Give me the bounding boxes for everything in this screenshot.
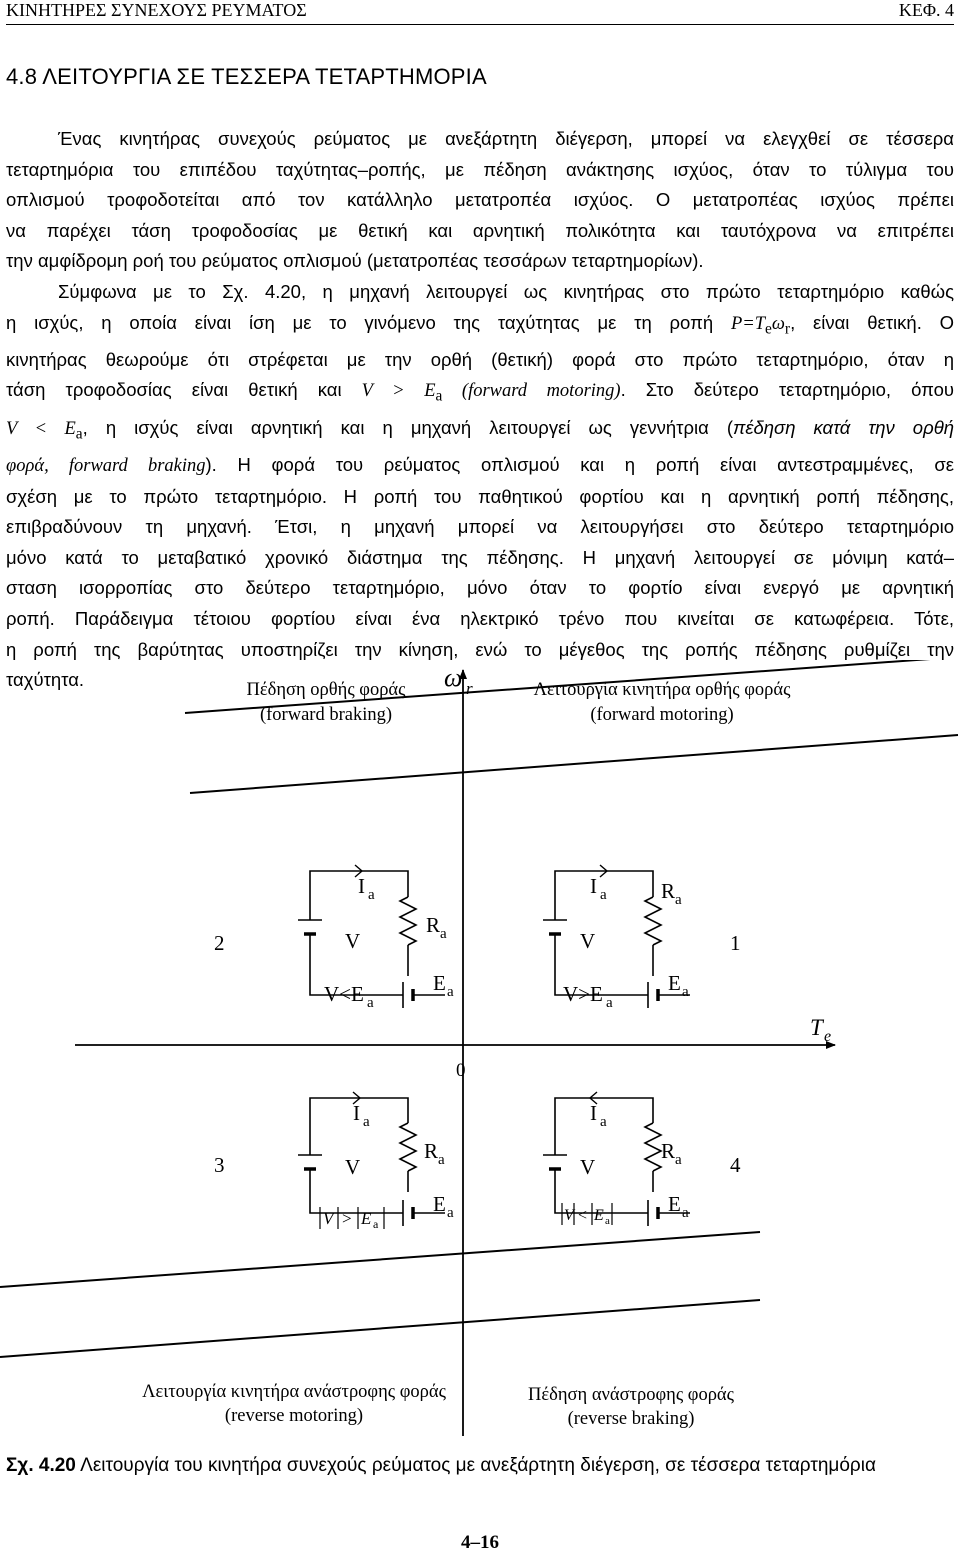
emf-label: E [668, 971, 681, 995]
paragraph-line: ροπή. Παράδειγμα τέτοιου φορτίου είναι ένα ηλεκτρικό τρένο που κινείται σε κατωφέρεια. Τότε, [6, 607, 954, 629]
subscript-e: e [765, 320, 772, 338]
condition-operator: < [578, 1207, 588, 1224]
resistance-subscript: a [440, 926, 447, 942]
quadrant-4-label-en: (reverse braking) [567, 1409, 695, 1429]
italic-term: φορά, forward braking [6, 456, 206, 476]
formula-v-gt-e: V > E [361, 381, 436, 402]
formula-omega: ω [771, 313, 785, 334]
condition-subscript: a [367, 995, 374, 1011]
resistance-label: R [426, 913, 441, 937]
quadrant-number-3: 3 [214, 1153, 225, 1177]
subscript-a: a [435, 388, 443, 406]
page-number: 4–16 [461, 1532, 499, 1553]
paragraph-line [6, 413, 954, 450]
paragraph-line: επιβραδύνουν τη μηχανή. Έτσι, η μηχανή μπορεί να λειτουργήσει στο δεύτερο τεταρτημόριο [6, 516, 954, 538]
text-run: , είναι θετική. Ο [790, 311, 954, 333]
paragraph-line: μόνο κατά το μεταβατικό χρονικό διάστημα της πέδησης. Η μηχανή λειτουργεί σε μόνιμη κατά– [6, 546, 954, 568]
text-run: ). Η φορά του ρεύματος οπλισμού και η ροπή είναι αντεστραμμένες, σε [205, 454, 954, 475]
page-header [6, 0, 954, 25]
current-subscript: a [600, 887, 607, 903]
circuit-quadrant-1-labels [563, 874, 689, 1011]
emf-subscript: a [447, 984, 454, 1000]
condition-formula [361, 381, 621, 406]
paragraph-line: η ροπή της βαρύτητας υποστηρίζει την κίνηση, ενώ το μέγεθος της ροπής πέδησης ρυθμίζει την [6, 638, 954, 660]
figure-caption [6, 1455, 956, 1477]
condition-formula [6, 418, 83, 443]
resistance-label: R [661, 879, 676, 903]
paragraph-line: Ένας κινητήρας συνεχούς ρεύματος με ανεξάρτητη διέγερση, μπορεί να ελεγχθεί σε τέσσερα [58, 128, 954, 149]
formula-v-lt-e: V < E [6, 418, 76, 439]
speed-axis-label: ω [444, 663, 463, 692]
torque-axis-subscript: e [824, 1028, 832, 1045]
resistance-label: R [424, 1139, 439, 1163]
current-subscript: a [600, 1114, 607, 1130]
resistance-subscript: a [675, 1152, 682, 1168]
voltage-label: V [345, 929, 361, 953]
paragraph-line: την αμφίδρομη ροή του ρεύματος οπλισμού (μετατροπέας τεσσάρων τεταρτημορίων). [6, 250, 704, 272]
current-subscript: a [368, 887, 375, 903]
emf-subscript: a [682, 984, 689, 1000]
english-term: (forward motoring) [442, 381, 621, 402]
voltage-label: V [580, 1155, 596, 1179]
speed-axis-subscript: r [466, 679, 473, 698]
paragraph-line: σχέση με το πρώτο τεταρτημόριο. Η ροπή του παθητικού φορτίου και η αρνητική ροπή πέδησης, [6, 485, 954, 507]
four-quadrant-diagram [0, 660, 960, 1450]
paragraph-line [6, 450, 954, 482]
current-label: I [358, 874, 365, 898]
chapter-number: ΚΕΦ. 4 [898, 0, 954, 20]
text-run: , η ισχύς είναι αρνητική και η μηχανή λειτουργεί ως γεννήτρια ( [82, 416, 733, 438]
paragraph-line: να παρέχει τάση τροφοδοσίας με θετική και αρνητική πολικότητα και ταυτόχρονα να επιτρέπει [6, 219, 954, 241]
abs-emf-label: E [594, 1207, 604, 1224]
quadrant-2-label: Πέδηση ορθής φοράς [246, 680, 406, 700]
circuit-quadrant-3-labels [323, 1101, 454, 1231]
resistance-subscript: a [675, 892, 682, 908]
condition-operator: > [342, 1209, 352, 1228]
paragraph-line: σταση ισορροπίας στο δεύτερο τεταρτημόριο, μόνο όταν το φορτίο είναι ενεργό με αρνητική [6, 577, 954, 599]
current-subscript: a [363, 1114, 370, 1130]
body-text [6, 124, 954, 696]
paragraph-line: οπλισμού τροφοδοτείται από τον κατάλληλο μετατροπέα ισχύος. Ο μετατροπέας ισχύος πρέπει [6, 189, 954, 211]
circuit-quadrant-2-labels [324, 874, 454, 1011]
characteristic-line [190, 735, 958, 793]
quadrant-4-label: Πέδηση ανάστροφης φοράς [528, 1385, 734, 1405]
power-formula [730, 313, 791, 338]
caption-prefix: Σχ. 4.20 [6, 1455, 76, 1476]
text-run: η ισχύς, η οποία είναι ίση με το γινόμενο της ταχύτητας με τη ροπή [6, 311, 731, 333]
current-label: I [590, 1101, 597, 1125]
text-run: . Στο δεύτερο τεταρτημόριο, όπου [620, 379, 954, 401]
quadrant-1-label-en: (forward motoring) [590, 705, 734, 725]
paragraph-line [6, 375, 954, 412]
quadrant-number-1: 1 [730, 931, 741, 955]
voltage-label: V [580, 929, 596, 953]
abs-voltage-label: V [323, 1209, 334, 1228]
text-run: τάση τροφοδοσίας είναι θετική και [6, 379, 362, 401]
quadrant-3-label-en: (reverse motoring) [224, 1406, 364, 1426]
abs-voltage-label: V [564, 1207, 574, 1224]
characteristic-line [0, 1300, 760, 1357]
subscript-a: a [75, 425, 83, 443]
emf-subscript: a [682, 1205, 689, 1221]
abs-emf-subscript: a [605, 1215, 610, 1227]
torque-axis-label: T [810, 1015, 823, 1040]
paragraph-line: Σύμφωνα με το Σχ. 4.20, η μηχανή λειτουργεί ως κινητήρας στο πρώτο τεταρτημόριο καθώς [58, 280, 954, 302]
quadrant-number-4: 4 [730, 1153, 741, 1177]
formula-p-t: P=T [730, 313, 766, 334]
quadrant-number-2: 2 [214, 931, 225, 955]
abs-emf-label: E [361, 1209, 372, 1228]
resistance-label: R [661, 1139, 676, 1163]
condition-label: V<E [324, 982, 364, 1006]
quadrant-3-label: Λειτουργία κινητήρα ανάστροφης φοράς [142, 1382, 446, 1402]
abs-emf-subscript: a [373, 1217, 379, 1231]
condition-subscript: a [606, 995, 613, 1011]
emf-subscript: a [447, 1205, 454, 1221]
emf-label: E [433, 1192, 446, 1216]
paragraph-line: κινητήρας θεωρούμε ότι στρέφεται με την ορθή (θετική) φορά στο πρώτο τεταρτημόριο, όταν η [6, 348, 954, 370]
current-label: I [590, 874, 597, 898]
characteristic-line [0, 1232, 760, 1287]
paragraph-line [6, 308, 954, 345]
four-quadrant-figure [0, 660, 960, 1450]
paragraph-line: ταχύτητα. [6, 669, 85, 691]
origin-label: 0 [456, 1060, 466, 1081]
circuit-quadrant-3 [298, 1092, 445, 1229]
emf-label: E [668, 1192, 681, 1216]
paragraph-line: τεταρτημόρια του επιπέδου ταχύτητας–ροπής, με πέδηση ανάκτησης ισχύος, όταν το τύλιγμα του [6, 158, 954, 180]
chapter-title: ΚΙΝΗΤΗΡΕΣ ΣΥΝΕΧΟΥΣ ΡΕΥΜΑΤΟΣ [6, 0, 307, 20]
resistance-subscript: a [438, 1152, 445, 1168]
subscript-r: r [784, 320, 791, 338]
italic-term: πέδηση κατά την ορθή [732, 416, 954, 438]
caption-text: Λειτουργία του κινητήρα συνεχούς ρεύματος με ανεξάρτητη διέγερση, σε τέσσερα τεταρτημόρια [75, 1455, 876, 1476]
quadrant-2-label-en: (forward braking) [259, 705, 393, 725]
emf-label: E [433, 971, 446, 995]
voltage-label: V [345, 1155, 361, 1179]
condition-label: V>E [563, 982, 603, 1006]
section-title: 4.8 ΛΕΙΤΟΥΡΓΙΑ ΣΕ ΤΕΣΣΕΡΑ ΤΕΤΑΡΤΗΜΟΡΙΑ [6, 64, 487, 89]
quadrant-1-label: Λειτουργία κινητήρα ορθής φοράς [533, 680, 791, 700]
current-label: I [353, 1101, 360, 1125]
circuit-quadrant-4-labels [564, 1101, 689, 1227]
